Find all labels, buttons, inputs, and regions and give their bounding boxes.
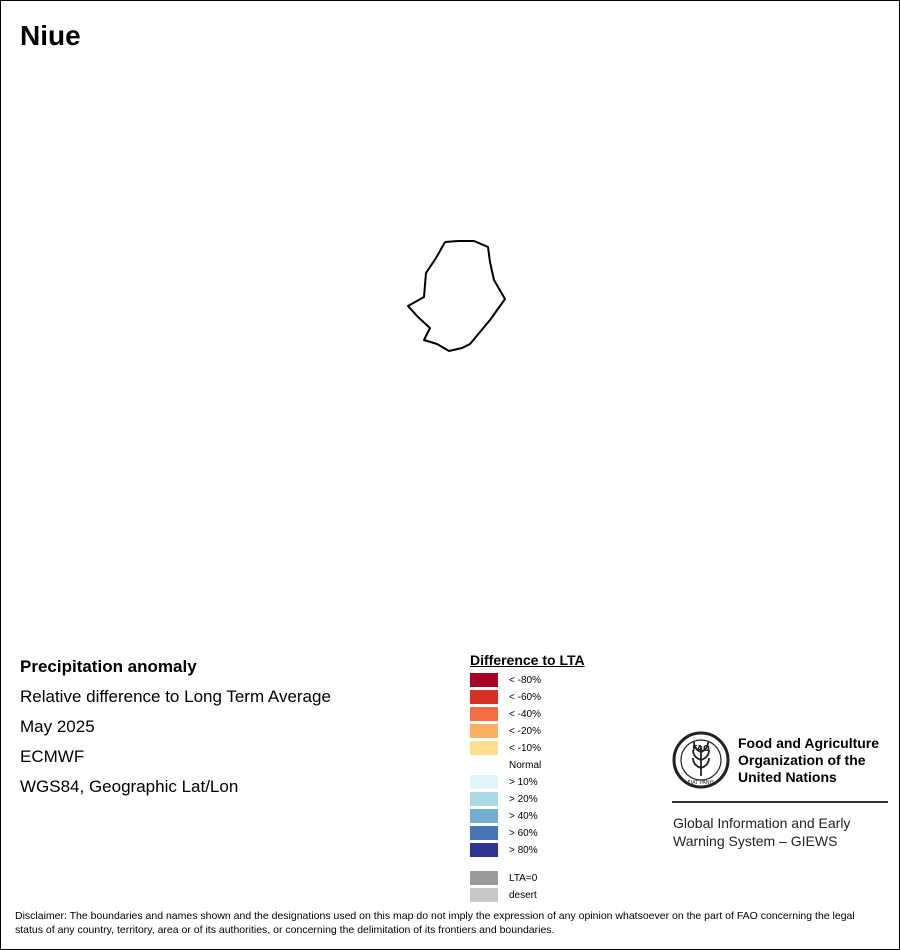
info-heading: Precipitation anomaly: [20, 657, 197, 676]
fao-emblem-icon: [672, 730, 732, 790]
legend-swatch: [470, 871, 498, 885]
legend-label: < -20%: [509, 726, 541, 737]
info-period: May 2025: [20, 717, 95, 736]
legend-label: LTA=0: [509, 873, 538, 884]
legend-label: > 60%: [509, 828, 538, 839]
emblem-motto: FIAT PANIS: [687, 780, 715, 786]
giews-name: Global Information and Early Warning System – GIEWS: [673, 815, 851, 849]
info-projection: WGS84, Geographic Lat/Lon: [20, 777, 239, 796]
legend-swatch: [470, 724, 498, 738]
info-source: ECMWF: [20, 747, 85, 766]
legend-swatch: [470, 809, 498, 823]
fao-org-name: Food and Agriculture Organization of the United Nations: [738, 735, 880, 785]
legend-swatch: [470, 758, 498, 772]
legend-swatch: [470, 673, 498, 687]
legend-swatch: [470, 690, 498, 704]
legend: [470, 652, 585, 901]
legend-label: > 40%: [509, 811, 538, 822]
country-outline: [408, 241, 505, 351]
legend-label: < -60%: [509, 692, 541, 703]
emblem-text: FAO: [692, 744, 710, 753]
legend-label: > 10%: [509, 777, 538, 788]
legend-label: > 20%: [509, 794, 538, 805]
legend-swatch: [470, 826, 498, 840]
legend-swatch: [470, 888, 498, 902]
legend-label: Normal: [509, 760, 542, 771]
legend-label: < -80%: [509, 675, 541, 686]
legend-swatch: [470, 843, 498, 857]
info-subtitle: Relative difference to Long Term Average: [20, 687, 331, 706]
fao-divider: [672, 801, 888, 803]
legend-swatch: [470, 792, 498, 806]
legend-swatch: [470, 741, 498, 755]
fao-logo: [672, 730, 888, 849]
disclaimer: Disclaimer: The boundaries and names shown and the designations used on this map do not imply the expression of any opinion whatsoever on the part of FAO concerning the legal status of any country, territory, area or of its authorities, or concerning the delimitation of its frontiers and boundaries.: [15, 910, 855, 936]
map-title: Niue: [20, 20, 81, 51]
legend-swatch: [470, 775, 498, 789]
map-info: [20, 656, 331, 806]
legend-label: > 80%: [509, 845, 538, 856]
legend-label: < -40%: [509, 709, 541, 720]
legend-swatch: [470, 707, 498, 721]
legend-label: < -10%: [509, 743, 541, 754]
legend-label: desert: [509, 890, 537, 901]
legend-title: Difference to LTA: [470, 652, 585, 668]
